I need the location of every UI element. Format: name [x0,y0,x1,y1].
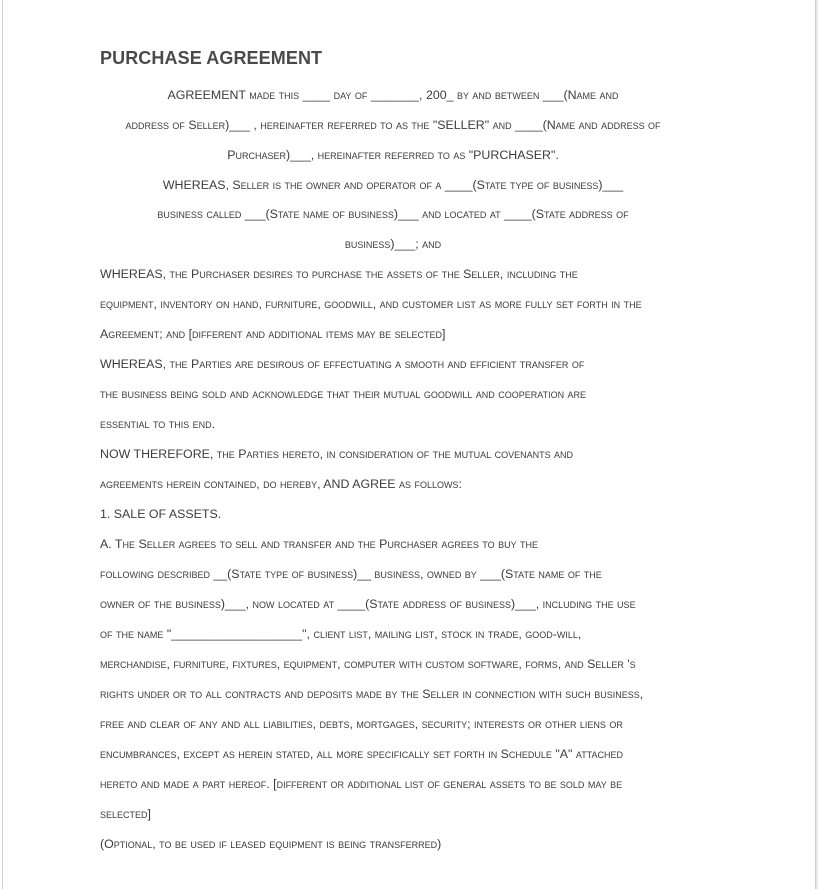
paragraph-line: hereto and made a part hereof. [different or additional list of general assets to be sold may be [100,777,623,791]
paragraph-line: rights under or to all contracts and deposits made by the Seller in connection with such business, [100,687,644,701]
paragraph-line: WHEREAS, Seller is the owner and operator of a ____(State type of business)___ [162,178,624,192]
paragraph-line: business called ___(State name of business)___ and located at ____(State address of [157,207,629,221]
paragraph-line: WHEREAS, the Parties are desirous of effectuating a smooth and efficient transfer of [100,357,585,371]
paragraph-line: of the name "___________________", client list, mailing list, stock in trade, good-will, [100,627,582,641]
paragraph-line: essential to this end. [100,417,216,431]
document-title: PURCHASE AGREEMENT [100,48,323,68]
paragraph-line: address of Seller)___ , hereinafter referred to as the "SELLER" and ____(Name and address of [125,118,661,132]
paragraph-line: A. The Seller agrees to sell and transfer and the Purchaser agrees to buy the [100,537,539,551]
paragraph-line: following described __(State type of business)__ business, owned by ___(State name of the [100,567,602,581]
paragraph-line: selected] [100,807,151,821]
section-heading: 1. SALE OF ASSETS. [100,507,222,521]
paragraph-line: AGREEMENT made this ____ day of _______, 200_ by and between ___(Name and [167,88,619,102]
document-page [2,0,816,889]
paragraph-line: encumbrances, except as herein stated, all more specifically set forth in Schedule "A" attached [100,747,624,761]
paragraph-line: Purchaser)___, hereinafter referred to as "PURCHASER". [227,148,559,162]
paragraph-line: merchandise, furniture, fixtures, equipment, computer with custom software, forms, and Seller 's [100,657,636,671]
paragraph-line: equipment, inventory on hand, furniture, goodwill, and customer list as more fully set forth in the [100,297,642,311]
paragraph-line: (Optional, to be used if leased equipment is being transferred) [100,837,442,851]
paragraph-line: NOW THEREFORE, the Parties hereto, in consideration of the mutual covenants and [100,447,574,461]
paragraph-line: Agreement; and [different and additional items may be selected] [100,327,446,341]
paragraph-line: the business being sold and acknowledge that their mutual goodwill and cooperation are [100,387,587,401]
paragraph-line: free and clear of any and all liabilities, debts, mortgages, security; interests or other liens or [100,717,623,731]
paragraph-line: agreements herein contained, do hereby, AND AGREE as follows: [100,477,462,491]
paragraph-line: WHEREAS, the Purchaser desires to purchase the assets of the Seller, including the [100,267,578,281]
paragraph-line: owner of the business)___, now located at ____(State address of business)___, including the use [100,597,636,611]
paragraph-line: business)___; and [344,237,442,251]
